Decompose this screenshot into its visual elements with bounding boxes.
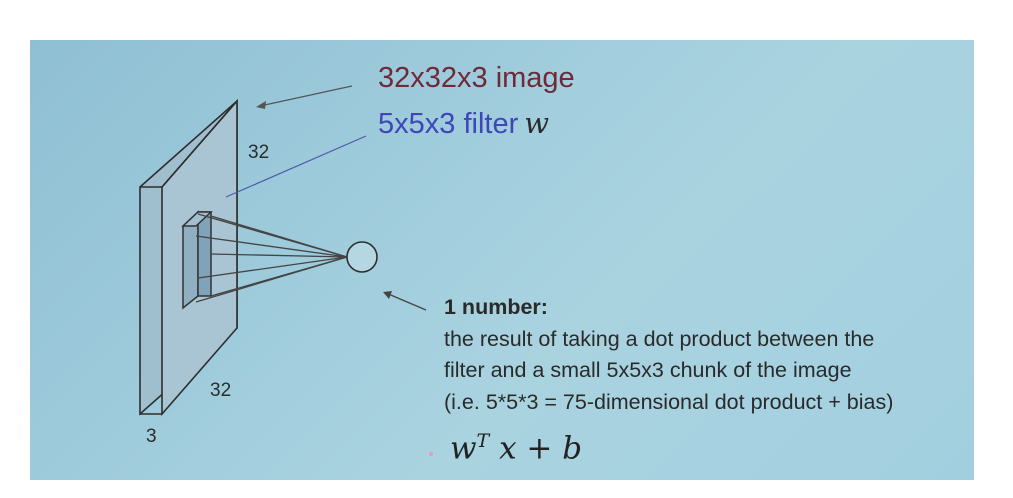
height-dimension-label: 32 [248, 142, 270, 163]
width-dimension-label: 32 [210, 380, 232, 401]
filter-label [378, 106, 549, 141]
filter-side-face [198, 212, 211, 296]
slide-background [30, 40, 974, 480]
formula-transpose: T [476, 430, 490, 452]
filter-variable: w [524, 106, 550, 140]
number-pointer-arrow [386, 293, 426, 310]
image-pointer-arrowhead [256, 101, 266, 109]
image-pointer-arrow [260, 86, 352, 106]
description-line-2: filter and a small 5x5x3 chunk of the image [444, 358, 852, 382]
depth-dimension-label: 3 [146, 426, 157, 447]
filter-label-text: 5x5x3 filter [378, 108, 519, 140]
description-line-1: the result of taking a dot product between the [444, 326, 875, 351]
formula [450, 430, 582, 466]
pointer-dot [429, 452, 433, 456]
formula-rest: x + b [489, 430, 583, 467]
image-label: 32x32x3 image [378, 62, 575, 94]
formula-weight: w [450, 430, 477, 467]
output-neuron [347, 242, 377, 272]
description-block [444, 292, 893, 418]
filter-pointer-arrow [226, 136, 366, 197]
description-heading: 1 number: [444, 295, 548, 319]
description-line-3: (i.e. 5*5*3 = 75-dimensional dot product + bias) [444, 389, 894, 414]
